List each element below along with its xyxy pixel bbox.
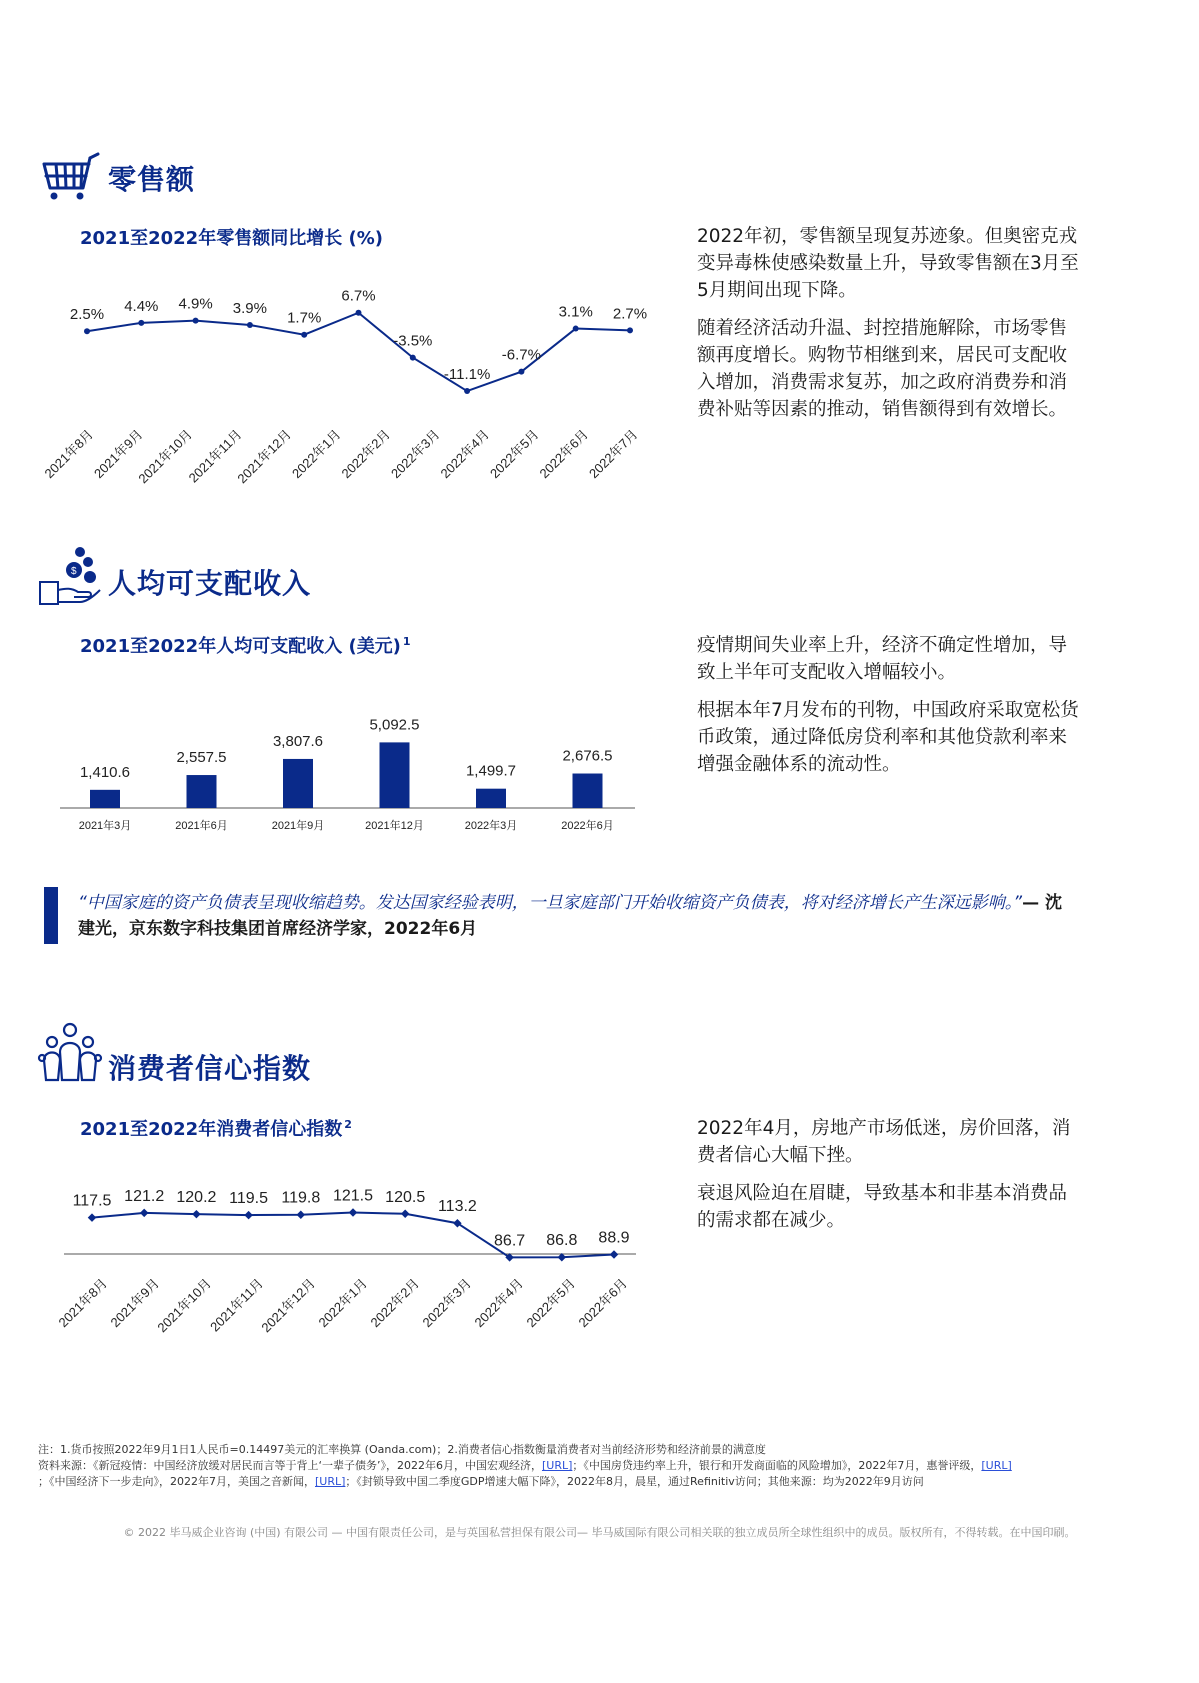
confidence-line-chart: [30, 1180, 660, 1360]
confidence-x-tick-3: 2021年11月: [207, 1275, 267, 1335]
retail-x-tick-10: 2022年6月: [536, 426, 592, 482]
source-url-link-1[interactable]: [URL]: [541, 1459, 573, 1472]
retail-point-8: [518, 369, 524, 375]
retail-data-label-3: 3.9%: [232, 300, 268, 318]
source-text-1: 资料来源：《新冠疫情：中国经济放缓对居民而言等于背上‘一辈子债务’》，2022年6月，中国宏观经济，: [38, 1459, 542, 1472]
confidence-point-3: [244, 1211, 252, 1219]
expert-quote: [78, 890, 1078, 942]
confidence-data-label-5: 121.5: [332, 1187, 374, 1205]
income-chart-title-text: 2021至2022年人均可支配收入 (美元): [80, 636, 401, 657]
confidence-data-label-9: 86.8: [546, 1232, 578, 1250]
confidence-data-label-6: 120.5: [385, 1188, 426, 1206]
income-coins-hand-icon: [36, 542, 102, 608]
confidence-point-5: [349, 1208, 357, 1216]
confidence-chart-footnote-ref: 2: [344, 1118, 352, 1131]
confidence-data-label-2: 120.2: [176, 1189, 217, 1207]
retail-chart-title: 2021至2022年零售额同比增长 (%): [80, 228, 383, 249]
retail-x-tick-6: 2022年2月: [338, 426, 394, 482]
income-data-label-5: 2,676.5: [562, 747, 613, 765]
confidence-data-label-1: 121.2: [124, 1187, 165, 1205]
retail-series-line: [87, 313, 630, 391]
retail-data-label-0: 2.5%: [69, 306, 105, 324]
retail-point-4: [301, 332, 307, 338]
income-x-tick-0: 2021年3月: [78, 820, 132, 832]
retail-section-title: 零售额: [108, 163, 196, 196]
retail-point-9: [573, 326, 579, 332]
retail-point-7: [464, 388, 470, 394]
consumer-group-icon: [36, 1022, 104, 1084]
confidence-paragraph-1: 2022年4月，房地产市场低迷，房价回落，消费者信心大幅下挫。: [697, 1118, 1071, 1166]
confidence-x-tick-4: 2021年12月: [258, 1275, 319, 1336]
confidence-data-label-0: 117.5: [72, 1192, 112, 1210]
retail-x-tick-3: 2021年11月: [185, 426, 245, 486]
income-x-tick-4: 2022年3月: [464, 820, 518, 832]
retail-point-2: [193, 318, 199, 324]
income-bar-3: [380, 742, 410, 808]
confidence-x-tick-8: 2022年4月: [471, 1275, 527, 1331]
confidence-chart-title: [80, 1115, 352, 1141]
income-bar-chart: [60, 700, 645, 850]
retail-x-tick-11: 2022年7月: [586, 426, 641, 482]
retail-x-tick-5: 2022年1月: [289, 426, 344, 482]
retail-data-label-10: 2.7%: [612, 305, 648, 323]
quote-text: “中国家庭的资产负债表呈现收缩趋势。发达国家经验表明，一旦家庭部门开始收缩资产负债表，将对经济增长产生深远影响。”: [78, 893, 1023, 913]
confidence-x-tick-1: 2021年9月: [107, 1275, 163, 1331]
retail-x-tick-1: 2021年9月: [91, 426, 146, 482]
income-bar-4: [476, 789, 506, 808]
confidence-paragraph-2: 衰退风险迫在眉睫，导致基本和非基本消费品的需求都在减少。: [697, 1183, 1068, 1231]
income-section-title: 人均可支配收入: [108, 567, 312, 600]
confidence-data-label-8: 86.7: [494, 1232, 526, 1250]
confidence-point-1: [140, 1209, 148, 1217]
income-x-tick-3: 2021年12月: [365, 820, 424, 832]
quote-source: — 沈建光，京东数字科技集团首席经济学家，2022年6月: [78, 893, 1063, 939]
source-url-link-3[interactable]: [URL]: [315, 1475, 346, 1488]
confidence-point-10: [610, 1250, 618, 1258]
confidence-data-label-4: 119.8: [281, 1189, 321, 1207]
confidence-x-tick-6: 2022年2月: [367, 1275, 423, 1331]
confidence-x-tick-0: 2021年8月: [55, 1275, 111, 1331]
confidence-x-tick-9: 2022年5月: [523, 1275, 579, 1331]
retail-point-6: [410, 355, 416, 361]
income-commentary: [697, 632, 1079, 789]
source-text-4: ；《封锁导致中国二季度GDP增速大幅下降》，2022年8月，晨星，通过Refinitiv访问；其他来源：均为2022年9月访问: [345, 1475, 924, 1488]
income-x-tick-2: 2021年9月: [271, 820, 325, 832]
income-bar-2: [283, 759, 313, 808]
retail-point-1: [138, 320, 144, 326]
confidence-x-tick-7: 2022年3月: [419, 1275, 475, 1331]
confidence-data-label-7: 113.2: [437, 1198, 477, 1216]
confidence-data-label-3: 119.5: [229, 1190, 269, 1208]
income-bar-5: [573, 774, 603, 808]
income-data-label-4: 1,499.7: [465, 762, 517, 780]
footnotes: [38, 1442, 1118, 1490]
income-data-label-1: 2,557.5: [176, 749, 227, 767]
retail-data-label-5: 6.7%: [341, 287, 376, 305]
copyright-footer: © 2022 毕马威企业咨询 (中国) 有限公司 — 中国有限责任公司，是与英国私营担保有限公司— 毕马威国际有限公司相关联的独立成员所全球性组织中的成员。版权所有，不得转载。在中国印刷。: [123, 1526, 1076, 1539]
source-text-3: ；《中国经济下一步走向》，2022年7月，美国之音新闻，: [38, 1475, 315, 1488]
retail-point-0: [84, 328, 90, 334]
confidence-commentary: [697, 1115, 1079, 1245]
retail-data-label-4: 1.7%: [287, 309, 322, 327]
income-chart-footnote-ref: 1: [402, 635, 411, 648]
retail-data-label-7: -11.1%: [443, 366, 491, 384]
retail-data-label-2: 4.9%: [178, 295, 213, 313]
confidence-point-6: [401, 1210, 409, 1218]
confidence-series-line: [92, 1213, 614, 1258]
income-data-label-0: 1,410.6: [79, 763, 131, 781]
svg-text:$: $: [71, 566, 77, 577]
retail-x-tick-9: 2022年5月: [487, 426, 542, 482]
retail-data-label-8: -6.7%: [501, 346, 541, 364]
source-text-2: ；《中国房贷违约率上升，银行和开发商面临的风险增加》，2022年7月，惠誉评级，: [572, 1459, 982, 1472]
retail-paragraph-1: 2022年初，零售额呈现复苏迹象。但奥密克戎变异毒株使感染数量上升，导致零售额在3月至5月期间出现下降。: [697, 226, 1079, 301]
income-data-label-3: 5,092.5: [369, 716, 420, 734]
retail-data-label-9: 3.1%: [558, 303, 593, 321]
confidence-x-tick-10: 2022年6月: [575, 1275, 631, 1331]
retail-point-10: [627, 327, 633, 333]
income-bar-1: [187, 775, 217, 808]
confidence-data-label-10: 88.9: [598, 1229, 630, 1247]
income-x-tick-1: 2021年6月: [175, 820, 228, 832]
quote-accent-bar: [44, 887, 58, 944]
confidence-x-tick-5: 2022年1月: [315, 1275, 371, 1331]
income-data-label-2: 3,807.6: [272, 732, 324, 750]
footnote-line-3: [38, 1474, 1118, 1490]
income-paragraph-1: 疫情期间失业率上升，经济不确定性增加，导致上半年可支配收入增幅较小。: [697, 635, 1068, 683]
confidence-point-2: [192, 1210, 200, 1218]
retail-commentary: [697, 223, 1079, 434]
income-x-tick-5: 2022年6月: [561, 820, 614, 832]
retail-point-3: [247, 322, 253, 328]
confidence-point-0: [88, 1213, 96, 1221]
retail-x-tick-0: 2021年8月: [41, 426, 97, 482]
retail-data-label-6: -3.5%: [393, 332, 433, 350]
retail-data-label-1: 4.4%: [124, 297, 159, 315]
income-chart-title: [80, 632, 411, 658]
retail-x-tick-4: 2021年12月: [234, 426, 295, 487]
confidence-point-4: [297, 1210, 305, 1218]
retail-x-tick-8: 2022年4月: [437, 426, 493, 482]
footnote-line-2: [38, 1458, 1118, 1474]
confidence-x-tick-2: 2021年10月: [154, 1275, 215, 1336]
footnote-line-1: 注：1.货币按照2022年9月1日1人民币=0.14497美元的汇率换算 (Oanda.com)；2.消费者信心指数衡量消费者对当前经济形势和经济前景的满意度: [38, 1443, 766, 1456]
retail-x-tick-2: 2021年10月: [135, 426, 196, 487]
shopping-cart-icon: [40, 150, 104, 202]
income-bar-0: [90, 790, 120, 808]
retail-growth-chart: [30, 285, 660, 525]
retail-paragraph-2: 随着经济活动升温、封控措施解除，市场零售额再度增长。购物节相继到来，居民可支配收入增加，消费需求复苏，加之政府消费券和消费补贴等因素的推动，销售额得到有效增长。: [697, 318, 1068, 420]
confidence-section-title: 消费者信心指数: [108, 1052, 312, 1085]
source-url-link-2[interactable]: [URL]: [981, 1459, 1012, 1472]
retail-x-tick-7: 2022年3月: [388, 426, 443, 482]
retail-point-5: [356, 310, 362, 316]
confidence-chart-title-text: 2021至2022年消费者信心指数: [80, 1119, 343, 1140]
income-paragraph-2: 根据本年7月发布的刊物，中国政府采取宽松货币政策，通过降低房贷利率和其他贷款利率来增强金融体系的流动性。: [697, 700, 1079, 775]
